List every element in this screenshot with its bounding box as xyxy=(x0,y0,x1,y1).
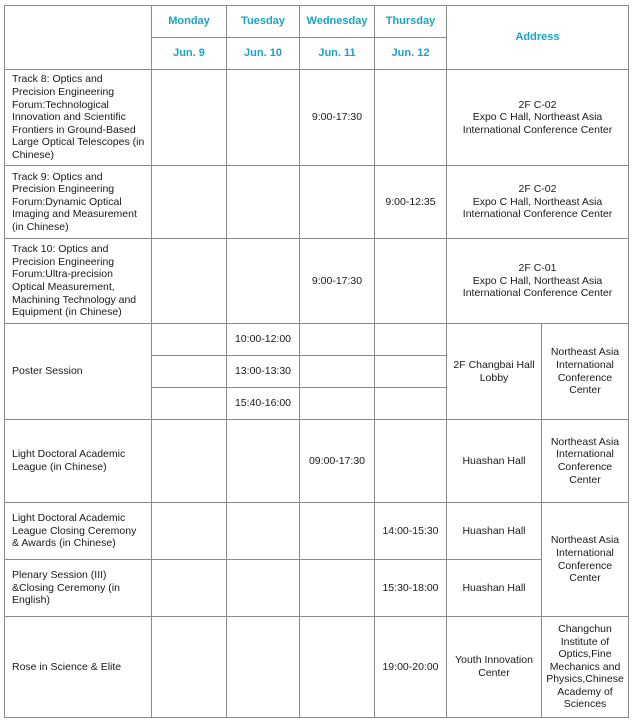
header-day-wednesday: Wednesday xyxy=(300,6,375,38)
header-days-row xyxy=(5,6,629,38)
table-row-plenary xyxy=(5,560,629,617)
table-row-rose xyxy=(5,617,629,718)
address-location: Expo C Hall, Northeast Asia International Conference Center xyxy=(462,195,613,221)
building-cell: Northeast Asia International Conference Center xyxy=(542,503,629,617)
address-room: 2F C-02 xyxy=(518,98,557,111)
header-address: Address xyxy=(447,6,629,70)
address-room: 2F C-02 xyxy=(518,183,557,196)
header-date-wednesday: Jun. 11 xyxy=(300,38,375,70)
event-name: Track 8: Optics and Precision Engineering Forum:Technological Innovation and Scientific Frontiers in Ground-Based Large Optical Telescopes (in Chinese) xyxy=(5,70,152,166)
building-cell: Northeast Asia International Conference Center xyxy=(542,324,629,420)
address-location: Expo C Hall, Northeast Asia International Conference Center xyxy=(462,111,613,136)
time-slot: 9:00-17:30 xyxy=(300,239,375,324)
time-slot: 13:00-13:30 xyxy=(227,356,300,388)
table-row-track10 xyxy=(5,239,629,324)
venue-cell: 2F Changbai Hall Lobby xyxy=(447,324,542,420)
table-row-poster xyxy=(5,324,629,356)
time-slot: 15:40-16:00 xyxy=(227,388,300,420)
time-slot: 10:00-12:00 xyxy=(227,324,300,356)
table-row-track9 xyxy=(5,166,629,239)
time-slot: 19:00-20:00 xyxy=(375,617,447,718)
table-row-league xyxy=(5,420,629,503)
venue-cell: Huashan Hall xyxy=(447,503,542,560)
address-cell xyxy=(447,70,629,166)
event-name: Light Doctoral Academic League (in Chinese) xyxy=(5,420,152,503)
event-name: Track 9: Optics and Precision Engineering Forum:Dynamic Optical Imaging and Measurement (in Chinese) xyxy=(5,166,152,239)
event-name: Poster Session xyxy=(5,324,152,420)
header-corner xyxy=(5,6,152,70)
venue-cell: Youth Innovation Center xyxy=(447,617,542,718)
header-day-monday: Monday xyxy=(152,6,227,38)
time-slot: 15:30-18:00 xyxy=(375,560,447,617)
building-cell: Changchun Institute of Optics,Fine Mechanics and Physics,Chinese Academy of Sciences xyxy=(542,617,629,718)
address-room: 2F C-01 xyxy=(518,262,557,275)
header-day-tuesday: Tuesday xyxy=(227,6,300,38)
schedule-table xyxy=(4,5,629,718)
address-location: Expo C Hall, Northeast Asia International Conference Center xyxy=(462,274,613,300)
time-slot: 14:00-15:30 xyxy=(375,503,447,560)
address-cell xyxy=(447,166,629,239)
event-name: Plenary Session (III) &Closing Ceremony (in English) xyxy=(5,560,152,617)
header-day-thursday: Thursday xyxy=(375,6,447,38)
header-date-monday: Jun. 9 xyxy=(152,38,227,70)
time-slot: 9:00-17:30 xyxy=(300,70,375,166)
header-date-thursday: Jun. 12 xyxy=(375,38,447,70)
event-name: Track 10: Optics and Precision Engineering Forum:Ultra-precision Optical Measurement, Machining Technology and Equipment (in Chinese) xyxy=(5,239,152,324)
table-row-closing-league xyxy=(5,503,629,560)
venue-cell: Huashan Hall xyxy=(447,560,542,617)
time-slot: 09:00-17:30 xyxy=(300,420,375,503)
venue-cell: Huashan Hall xyxy=(447,420,542,503)
time-slot: 9:00-12:35 xyxy=(375,166,447,239)
event-name: Light Doctoral Academic League Closing Ceremony & Awards (in Chinese) xyxy=(5,503,152,560)
event-name: Rose in Science & Elite xyxy=(5,617,152,718)
address-cell xyxy=(447,239,629,324)
building-cell: Northeast Asia International Conference Center xyxy=(542,420,629,503)
table-row-track8 xyxy=(5,70,629,166)
header-date-tuesday: Jun. 10 xyxy=(227,38,300,70)
